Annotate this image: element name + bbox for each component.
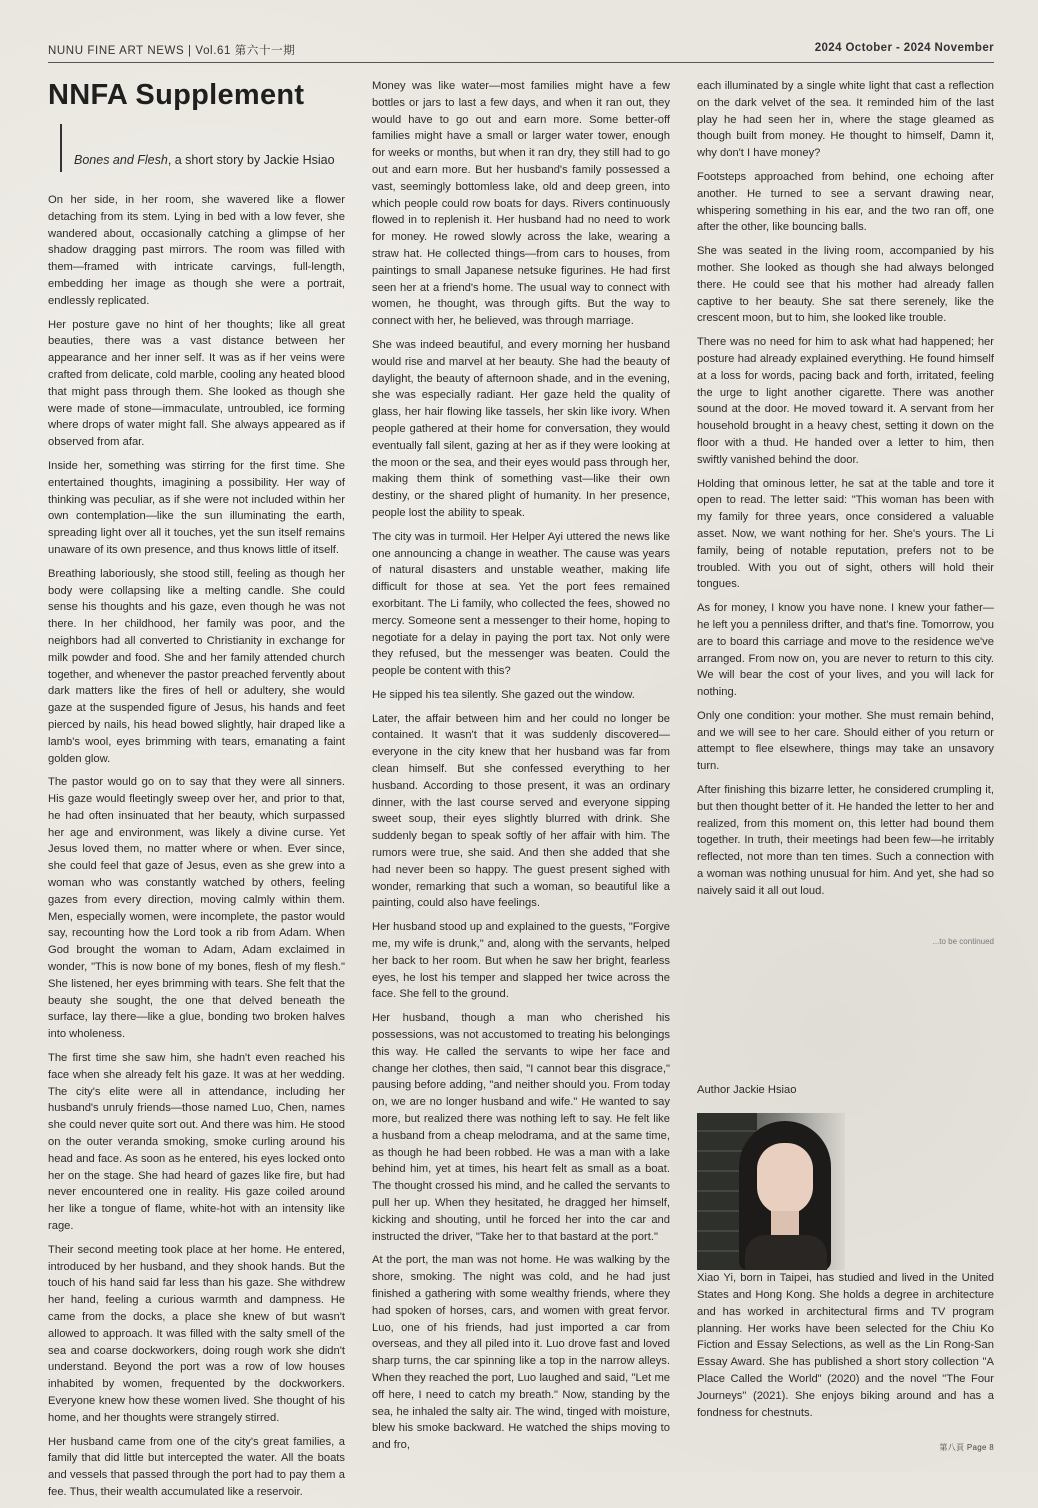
paragraph: Later, the affair between him and her could no longer be contained. It wasn't that it was suddenly discovered—everyone in the city knew that her husband was far from clean himself. But she confessed everything to her husband. According to those present, it was an ordinary dinner, with the last course served and everyone sipping sweet soup, their eyes slightly blurred with drink. She suddenly began to speak softly of her affair with him. The rumors were true, she said. And then she added that she had never been so happy. The guest present sighed with wonder, remarking that such a woman, so beautiful like a painting, could also have feelings. xyxy=(372,712,670,910)
paragraph: Money was like water—most families might have a few bottles or jars to last a few days, and when it ran out, they would have to go out and earn more. Some better-off families might have a small or larger water tower, enough for weeks or months, but when it ran dry, they still had to go out and earn more. But her husband's family possessed a vast, seemingly bottomless lake, old and deep green, into which people could row boats for days. Rivers continuously flowed in to replenish it. Her husband had no need to work for money. He rowed slowly across the lake, wearing a straw hat. He collected things—from cars to houses, from paintings to small Japanese netsuke figurines. He had first seen her at a friend's home. The usual way to connect with women, he thought, was through gifts. But the way to connect with her, he believed, was through marriage. xyxy=(372,80,670,328)
author-bio: Xiao Yi, born in Taipei, has studied and lived in the United States and Hong Kong. She holds a degree in architecture and has worked in architectural firms and TV program planning. Her works have been selected for the Chiu Ko Fiction and Essay Selections, as well as the Lin Rong-San Essay Award. She has published a short story collection "A Place Called the World" (2020) and the novel "The Four Journeys" (2021). She enjoys biking around and has a fondness for chestnuts. xyxy=(697,1272,994,1419)
paragraph: After finishing this bizarre letter, he considered crumpling it, but then thought better of it. He handed the letter to her and realized, from this moment on, this letter had bound them together. In truth, their meetings had been few—he irritably reflected, not more than ten times. Such a connection with a woman was nothing unusual for him. And yet, she had so naively said it all out loud. xyxy=(697,784,994,897)
paragraph: Inside her, something was stirring for the first time. She entertained thoughts, imagining a possibility. Her way of thinking was peculiar, as if she were not included within her own contemplation—like the sun illuminating the earth, spreading light over all it touches, yet the sun itself remains unaware of its own presence, and thus knows little of itself. xyxy=(48,459,345,556)
column-1 xyxy=(48,78,345,1508)
paragraph: The city was in turmoil. Her Helper Ayi uttered the news like one announcing a change in weather. The cause was years of natural disasters and unstable weather, making life difficult for those at sea. Yet the port fees remained exorbitant. The Li family, who collected the fees, showed no mercy. Someone sent a messenger to their home, hoping to negotiate for a delay in paying the port tax. Not only were they refused, but the messenger was beaten. Could the people be content with this? xyxy=(372,530,670,678)
story-title: Bones and Flesh xyxy=(74,153,168,167)
story-byline: , a short story by Jackie Hsiao xyxy=(167,153,335,167)
paragraph: The pastor would go on to say that they were all sinners. His gaze would fleetingly sweep over her, and prior to that, he had often insinuated that her beauty, which surpassed her age and environment, was likely a divine curse. Yet Jesus loved them, no matter where or when. Ever since, she could feel that gaze of Jesus, even as she grew into a woman who was constantly watched by others, feeling gazes from every direction, moving calmly within them. Men, especially women, were incomplete, the pastor would say, recounting how the Lord took a rib from Adam. When God brought the woman to Adam, Adam exclaimed in wonder, "This is now bone of my bones, flesh of my flesh." She listened, her eyes brimming with tears. She felt that the beauty she sought, the one that delved beneath the surface, lay there—like a glue, bonding two broken halves into wholeness. xyxy=(48,776,345,1041)
paragraph: There was no need for him to ask what had happened; her posture had already explained everything. He found himself at a loss for words, pacing back and forth, irritated, feeling the urge to light another cigarette. There was another sound at the door. He moved toward it. A servant from her household brought in a heavy chest, setting it down on the floor with a thud. He handed over a letter to him, then swiftly vanished behind the door. xyxy=(697,336,994,466)
paragraph: On her side, in her room, she wavered like a flower detaching from its stem. Lying in bed with a low fever, she wandered about, occasionally catching a glimpse of her shadow dragging past mirrors. The room was filled with them—framed with intricate carvings, full-length, embedding her image as though she were a portrait, endlessly replicated. xyxy=(48,194,345,307)
face-shape xyxy=(757,1143,813,1215)
paragraph: Holding that ominous letter, he sat at the table and tore it open to read. The letter said: "This woman has been with my family for three years, once considered a valuable asset. Now, we want nothing for her. She's yours. The Li family, being of notable reputation, prefers not to be troubled. With you out of sight, others will hold their tongues. xyxy=(697,477,994,591)
header-date-range: 2024 October - 2024 November xyxy=(814,42,994,54)
paragraph: Only one condition: your mother. She must remain behind, and we will see to her care. Should either of you return or attempt to flee elsewhere, things may take an unsavory turn. xyxy=(697,709,994,773)
author-portrait-image xyxy=(697,1113,845,1270)
page-number: 第八頁 Page 8 xyxy=(939,1443,994,1452)
paragraph: She was seated in the living room, accompanied by his mother. She looked as though she had always belonged there. He could see that his mother had already fallen captive to her beauty. She sat there serenely, like the crescent moon, but to him, she looked like trouble. xyxy=(697,245,994,325)
column-2 xyxy=(372,78,670,1461)
paragraph: As for money, I know you have none. I knew your father—he left you a penniless drifter, and that's fine. Tomorrow, you are to board this carriage and move to the residence we've arranged. From now on, you are never to return to this city. We will bear the cost of your lives, and you will lack for nothing. xyxy=(697,602,994,699)
story-subtitle xyxy=(60,124,345,172)
paragraph: Her husband came from one of the city's great families, a family that did little but intercepted the water. All the boats and vessels that passed through the port had to pay them a fee. Thus, their wealth accumulated like a reservoir. xyxy=(48,1435,345,1498)
paragraph: She was indeed beautiful, and every morning her husband would rise and marvel at her beauty. She had the beauty of daylight, the beauty of afternoon shade, and in the evening, she was especially radiant. Her gaze held the quality of glass, her hair flowing like tassels, her skin like ivory. When people gathered at their home for conversation, they would eventually fall silent, gazing at her as if they were looking at the moon or the sea, and their eyes would pass through her, making them think of something vast—like their own destiny, or the shared plight of humanity. In her presence, people lost the ability to speak. xyxy=(372,338,670,519)
paragraph: Breathing laboriously, she stood still, feeling as though her body were collapsing like a melting candle. She could sense his thoughts and his gaze, even though he was not there. In her childhood, her family was poor, and the neighbors had all converted to Christianity in exchange for milk powder and food. She and her family attended church together, and whenever the pastor preached fervently about dark matters like the fires of hell or adultery, she would gaze at the suspended figure of Jesus, his hands and feet pierced by nails, his head bowed slightly, hair draped like a lamb's wool, eyes brimming with tears, emanating a faint golden glow. xyxy=(48,567,345,765)
paragraph: He sipped his tea silently. She gazed out the window. xyxy=(372,688,635,701)
paragraph: The first time she saw him, she hadn't even reached his face when she already felt his gaze. It was at her wedding. The city's elite were all in attendance, including her husband's unruly friends—those named Luo, Chen, names she could never quite sort out. And there was him. He stood on the outer veranda smoking, smoke curling around his head and face. As soon as he entered, his eyes locked onto her on the stage. She had heard of gazes like fire, but had never encountered one in reality. His gaze coiled around her like a tongue of flame, white-hot with an intensity like rage. xyxy=(48,1052,345,1233)
paragraph: Her posture gave no hint of her thoughts; like all great beauties, there was a vast distance between her appearance and her inner self. It was as if her veins were crafted from delicate, cold marble, cooling any heated blood that might pass through them. She looked as though she were made of stone—immaculate, untroubled, ice forming where drops of water might fall. She always appeared as if observed from afar. xyxy=(48,318,345,449)
header-publication: NUNU FINE ART NEWS | Vol.61 第六十一期 xyxy=(48,45,296,57)
shirt-shape xyxy=(745,1235,827,1270)
paragraph: At the port, the man was not home. He was walking by the shore, smoking. The night was cold, and he had just finished a gathering with some wealthy friends, where they had spoken of horses, cars, and women with great fervor. Luo, one of his friends, had just imported a car from overseas, and they all piled into it. Luo drove fast and loved sharp turns, the car spinning like a top in the narrow alleys. When they reached the port, Luo laughed and said, "Let me off here, I need to catch my breath." Now, standing by the sea, he inhaled the salty air. The wind, tinged with moisture, blew his smoke backward. He watched the ships moving to and fro, xyxy=(372,1254,670,1452)
paragraph: Footsteps approached from behind, one echoing after another. He turned to see a servant drawing near, whispering something in his ear, and the two ran off, one after the other, like bouncing balls. xyxy=(697,170,994,234)
header-rule xyxy=(48,62,994,63)
paragraph: Her husband stood up and explained to the guests, "Forgive me, my wife is drunk," and, along with the servants, helped her back to her room. But when he saw her bright, fearless eyes, he lost his temper and slapped her twice across the face. She fell to the ground. xyxy=(372,921,670,1001)
to-be-continued: ...to be continued xyxy=(932,936,994,946)
section-title: NNFA Supplement xyxy=(48,79,305,111)
paragraph: Their second meeting took place at her home. He entered, introduced by her husband, and they shook hands. But the touch of his hand said far less than his gaze. She withdrew her hand, feeling a curious warmth and dampness. He came from the docks, a place she knew of but wasn't allowed to approach. It was filled with the salty smell of the sea and coarse dockworkers, doing rough work she didn't understand. Beyond the port was a row of low houses inhabited by women, frequented by the dockworkers. Everyone knew how these women lived. She thought of his home, and her thoughts were strangely stirred. xyxy=(48,1243,345,1424)
paragraph: each illuminated by a single white light that cast a reflection on the dark velvet of the sea. It reminded him of the last play he had seen her in, where the stage gleamed as though built from money. He thought to himself, Damn it, why don't I have money? xyxy=(697,80,994,160)
author-label: Author Jackie Hsiao xyxy=(697,1084,797,1097)
paragraph: Her husband, though a man who cherished his possessions, was not accustomed to treating his belongings this way. He called the servants to wipe her face and change her clothes, then said, "I cannot bear this disgrace," pausing before adding, "and neither should you. From today on, we are no longer husband and wife." He wanted to say more, but realized there was nothing left to say. He felt like a husband from a cheap melodrama, and at the same time, as though he had been robbed. He was a man with a lake behind him, yet at times, his heart felt as small as a boat. The thought crossed his mind, and he called the servants to pull her up. When they hesitated, he dragged her himself, kicking and shouting, until he forced her into the car and instructed the driver, "Take her to that bastard at the port." xyxy=(372,1012,670,1243)
column-3 xyxy=(697,78,994,1428)
